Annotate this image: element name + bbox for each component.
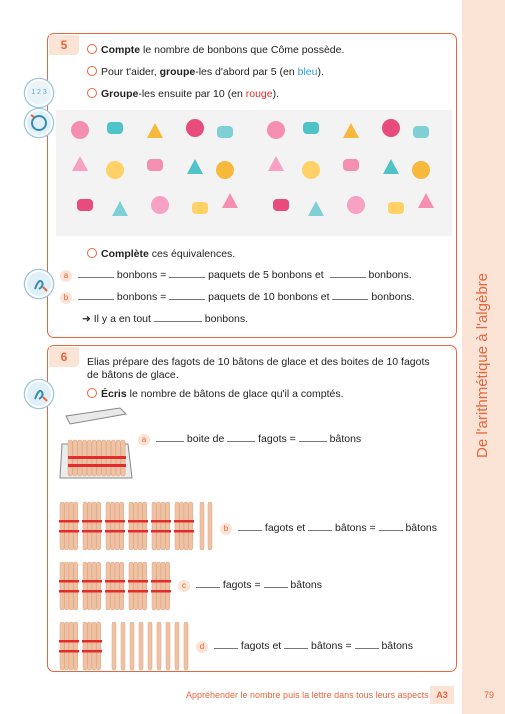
footer-code: A3 (430, 686, 454, 704)
bundles-row-d (58, 620, 198, 672)
candy-wrapped (273, 199, 289, 211)
ex5-checkbox-count[interactable] (87, 44, 97, 54)
loose-stick (175, 622, 179, 670)
candy-round (382, 119, 400, 137)
blank-6d-1[interactable] (214, 640, 238, 649)
candy-round (412, 161, 430, 179)
ex5-checkbox-complete[interactable] (87, 248, 97, 258)
loose-stick (166, 622, 170, 670)
ex6-instruction-write: Écris le nombre de bâtons de glace qu'il a comptés. (87, 388, 344, 400)
blank-5b-1[interactable] (78, 291, 114, 300)
candy-wrapped (303, 122, 319, 134)
chapter-title: De l'arithmétique à l'algèbre (474, 273, 491, 458)
loose-stick (130, 622, 134, 670)
blank-6c-1[interactable] (196, 579, 220, 588)
candy-round (71, 121, 89, 139)
candy-wrapped (217, 126, 233, 138)
ex6-answer-c: c fagots = bâtons (178, 579, 322, 592)
bundle (151, 502, 171, 550)
bundle (82, 622, 102, 670)
blank-6b-3[interactable] (379, 522, 403, 531)
loose-stick (200, 502, 204, 550)
counting-badge (25, 79, 53, 107)
ex5-checkbox-group5[interactable] (87, 66, 97, 76)
ex6-intro-line1: Elias prépare des fagots de 10 bâtons de glace et des boites de 10 fagots (87, 356, 430, 368)
blank-5a-1[interactable] (78, 269, 114, 278)
candy-drop (383, 159, 399, 174)
bundle (82, 562, 102, 610)
sub-label-6b: b (220, 523, 232, 535)
candy-wrapped (192, 202, 208, 214)
blank-5b-2[interactable] (169, 291, 205, 300)
ex6-answer-d: d fagots et bâtons = bâtons (196, 640, 413, 653)
blank-5b-3[interactable] (332, 291, 368, 300)
ex5-instruction-complete: Complète ces équivalences. (87, 248, 235, 260)
blank-5a-3[interactable] (330, 269, 366, 278)
candy-wrapped (77, 199, 93, 211)
candy-drop (308, 201, 324, 216)
candy-drop (187, 159, 203, 174)
bundle (105, 562, 125, 610)
counting-badge-label: 1 2 3 (31, 89, 47, 96)
bundle (105, 502, 125, 550)
ex5-instruction-group10: Groupe-les ensuite par 10 (en rouge). (87, 88, 279, 100)
loose-stick (139, 622, 143, 670)
candy-drawing (56, 110, 452, 236)
candy-round (347, 196, 365, 214)
bundle (59, 502, 79, 550)
ex5-instruction-group5: Pour t'aider, groupe-les d'abord par 5 (en bleu). (87, 66, 324, 78)
sub-label-6c: c (178, 580, 190, 592)
pencil-icon (25, 270, 53, 298)
candy-drop (72, 156, 88, 171)
candy-round (302, 161, 320, 179)
exercise-6-number: 6 (49, 347, 79, 367)
ex5-checkbox-group10[interactable] (87, 88, 97, 98)
candy-drop (112, 201, 128, 216)
blank-6b-1[interactable] (238, 522, 262, 531)
loose-stick (208, 502, 212, 550)
box-of-bundles-image (58, 404, 136, 484)
ex5-instruction-count: Compte le nombre de bonbons que Côme possède. (87, 44, 344, 56)
bundle (174, 502, 194, 550)
blank-6b-2[interactable] (308, 522, 332, 531)
candy-round (216, 161, 234, 179)
search-cycle-icon (25, 109, 53, 137)
exercise-5-number: 5 (49, 35, 79, 55)
candy-drop (268, 156, 284, 171)
candy-drop (147, 123, 163, 138)
bundle (128, 502, 148, 550)
blank-5a-2[interactable] (169, 269, 205, 278)
ex5-total: ➜ Il y a en tout bonbons. (82, 313, 248, 325)
blank-6d-2[interactable] (284, 640, 308, 649)
blank-6d-3[interactable] (355, 640, 379, 649)
loose-stick (121, 622, 125, 670)
loose-stick (112, 622, 116, 670)
ex5-equivalence-b: b bonbons = paquets de 10 bonbons et bonbons. (60, 291, 415, 304)
candy-wrapped (147, 159, 163, 171)
bundle (151, 562, 171, 610)
sub-label-a: a (60, 270, 72, 282)
bundles-row-b (58, 500, 218, 552)
bundle (82, 502, 102, 550)
candy-drop (343, 123, 359, 138)
candy-wrapped (413, 126, 429, 138)
arrow-icon: ➜ (82, 313, 91, 325)
bundle (59, 562, 79, 610)
blank-6a-3[interactable] (299, 433, 327, 442)
ex6-answer-a: a boite de fagots = bâtons (138, 433, 361, 446)
candy-wrapped (343, 159, 359, 171)
blank-5-total[interactable] (154, 313, 202, 322)
ex6-intro-line2: de bâtons de glace. (87, 369, 179, 381)
bundle (128, 562, 148, 610)
blank-6a-2[interactable] (227, 433, 255, 442)
sub-label-b: b (60, 292, 72, 304)
candy-round (106, 161, 124, 179)
candy-illustration (56, 110, 452, 236)
candy-wrapped (388, 202, 404, 214)
ex6-checkbox-write[interactable] (87, 388, 97, 398)
blank-6a-1[interactable] (156, 433, 184, 442)
candy-drop (418, 193, 434, 208)
bundle (59, 622, 79, 670)
bundles-row-c (58, 560, 188, 612)
candy-round (151, 196, 169, 214)
pencil-icon-2 (25, 380, 53, 408)
ex5-equivalence-a: a bonbons = paquets de 5 bonbons et bonbons. (60, 269, 412, 282)
loose-stick (148, 622, 152, 670)
loose-stick (157, 622, 161, 670)
sub-label-6a: a (138, 434, 150, 446)
page-number: 79 (484, 690, 495, 700)
loose-stick (184, 622, 188, 670)
candy-round (267, 121, 285, 139)
footer-text: Appréhender le nombre puis la lettre dans tous leurs aspects (186, 690, 429, 700)
candy-drop (222, 193, 238, 208)
candy-wrapped (107, 122, 123, 134)
blank-6c-2[interactable] (264, 579, 288, 588)
ex6-answer-b: b fagots et bâtons = bâtons (220, 522, 437, 535)
candy-round (186, 119, 204, 137)
sub-label-6d: d (196, 641, 208, 653)
